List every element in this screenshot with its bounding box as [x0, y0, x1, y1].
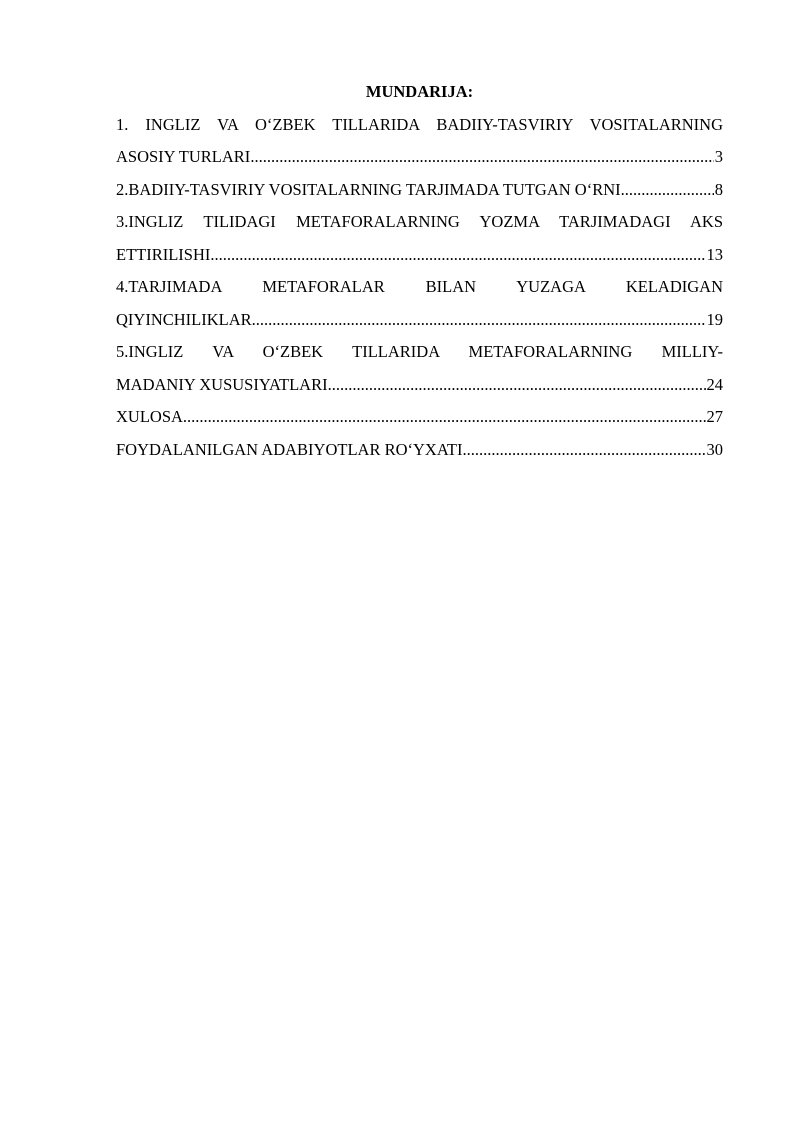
- toc-entry-3-text: ETTIRILISHI: [116, 244, 211, 264]
- toc-entry-4[interactable]: [116, 304, 723, 337]
- toc-entry-7-text: FOYDALANILGAN ADABIYOTLAR RO‘YXATI: [116, 439, 463, 459]
- toc-title: MUNDARIJA:: [365, 82, 474, 101]
- toc-entry-1[interactable]: [116, 141, 723, 174]
- toc-entry-3-line1: 3.INGLIZ TILIDAGI METAFORALARNING YOZMA TARJIMADAGI AKS: [116, 212, 723, 231]
- toc-entry-1-page: 3: [714, 147, 723, 166]
- toc-entry-3[interactable]: [116, 239, 723, 272]
- toc-entry-3-page: 13: [706, 244, 723, 264]
- dot-leader: [210, 239, 705, 272]
- toc-entry-6-text: XULOSA: [116, 407, 183, 426]
- toc-entry-6[interactable]: [116, 401, 723, 434]
- table-of-contents: [116, 76, 723, 466]
- toc-entry-6-page: 27: [706, 407, 723, 426]
- toc-entry-2-text: 2.BADIIY-TASVIRIY VOSITALARNING TARJIMADA TUTGAN O‘RNI: [116, 179, 621, 199]
- toc-entry-5-line1: 5.INGLIZ VA O‘ZBEK TILLARIDA METAFORALARNING MILLIY-: [116, 342, 723, 361]
- toc-entry-2-page: 8: [714, 179, 723, 199]
- toc-entry-4-text: QIYINCHILIKLAR: [116, 309, 252, 329]
- toc-entry-5-text: MADANIY XUSUSIYATLARI: [116, 374, 328, 394]
- dot-leader: [252, 304, 706, 337]
- toc-entry-2[interactable]: [116, 174, 723, 207]
- toc-entry-7-page: 30: [706, 439, 723, 459]
- dot-leader: [328, 369, 706, 402]
- toc-entry-4-page: 19: [706, 309, 723, 329]
- toc-entry-5[interactable]: [116, 369, 723, 402]
- dot-leader: [621, 174, 714, 207]
- toc-entry-1-text: ASOSIY TURLARI: [116, 147, 251, 166]
- toc-entry-5-page: 24: [706, 374, 723, 394]
- toc-entry-7[interactable]: [116, 434, 723, 467]
- toc-entry-1-line1: 1. INGLIZ VA O‘ZBEK TILLARIDA BADIIY-TASVIRIY VOSITALARNING: [116, 114, 723, 134]
- dot-leader: [250, 141, 713, 174]
- dot-leader: [183, 401, 706, 434]
- toc-entry-4-line1: 4.TARJIMADA METAFORALAR BILAN YUZAGA KELADIGAN: [116, 277, 723, 296]
- dot-leader: [462, 434, 705, 467]
